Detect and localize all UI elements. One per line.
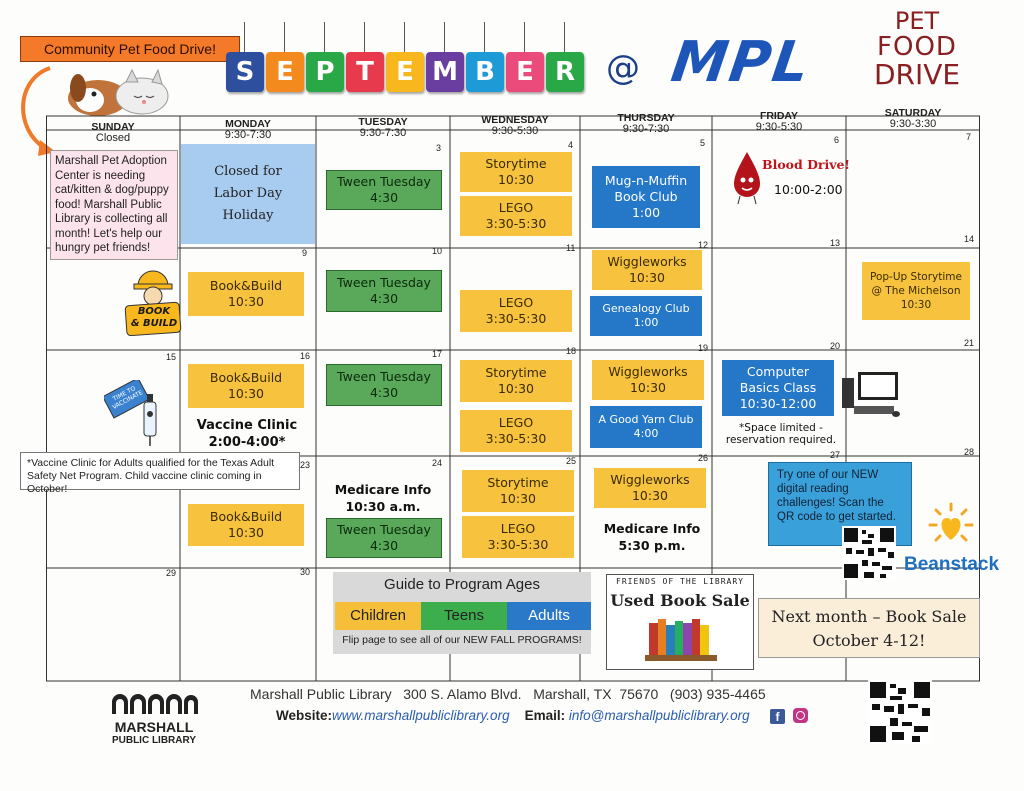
qr-code-icon[interactable]	[842, 526, 896, 580]
digital-reading-challenge-note: Try one of our NEW digital reading challenges! Scan the QR code to get started.	[768, 462, 912, 546]
date-number: 27	[830, 450, 841, 460]
books-icon	[645, 615, 717, 663]
date-number: 26	[698, 453, 709, 463]
friends-of-library-label: FRIENDS OF THE LIBRARY	[616, 577, 744, 586]
title-letter: B	[466, 52, 504, 92]
date-number: 21	[964, 338, 975, 348]
pop-up-storytime-event: Pop-Up Storytime @ The Michelson 10:30	[862, 262, 970, 320]
title-letter: S	[226, 52, 264, 92]
library-address: Marshall Public Library 300 S. Alamo Blvd. Marshall, TX 75670 (903) 935-4465	[250, 686, 766, 702]
logo-line1: MARSHALL	[114, 719, 194, 735]
medicare-info-thursday: Medicare Info 5:30 p.m.	[603, 521, 701, 553]
website-link[interactable]: www.marshallpubliclibrary.org	[332, 708, 510, 723]
computer-basics-class-event: Computer Basics Class 10:30-12:00	[722, 360, 834, 416]
book-and-build-event: Book&Build 10:30	[188, 364, 304, 408]
facebook-icon[interactable]: f	[770, 709, 785, 724]
book-and-build-event: Book&Build 10:30	[188, 272, 304, 316]
book-build-sign-line1: BOOK	[137, 306, 171, 317]
date-number: 10	[432, 246, 443, 256]
book-build-sign-line2: & BUILD	[130, 318, 178, 329]
lego-event: LEGO 3:30-5:30	[460, 410, 572, 452]
beanstack-label: Beanstack	[904, 554, 1000, 575]
day-header-saturday: SATURDAY 9:30-3:30	[884, 107, 942, 130]
guide-flip-note: Flip page to see all of our NEW FALL PROGRAMS!	[342, 634, 582, 646]
wiggleworks-event: Wiggleworks 10:30	[594, 468, 706, 508]
guide-teens: Teens	[421, 602, 507, 630]
date-number: 13	[830, 238, 841, 248]
lego-event: LEGO 3:30-5:30	[460, 196, 572, 236]
tween-tuesday-event: Tween Tuesday 4:30	[326, 364, 442, 406]
pet-adoption-note: Marshall Pet Adoption Center is needing cat/kitten & dog/puppy food! Marshall Public Library is collecting all month! Let's help our hungry pet friends!	[50, 150, 178, 260]
space-limited-note: *Space limited - reservation required.	[725, 422, 837, 446]
mug-n-muffin-book-club-event: Mug-n-Muffin Book Club 1:00	[592, 166, 700, 228]
wiggleworks-event: Wiggleworks 10:30	[592, 250, 702, 290]
day-header-thursday: THURSDAY 9:30-7:30	[617, 112, 675, 135]
day-header-monday: MONDAY 9:30-7:30	[224, 118, 272, 141]
logo-line2: PUBLIC LIBRARY	[111, 735, 197, 746]
book-and-build-event: Book&Build 10:30	[188, 504, 304, 546]
lego-event: LEGO 3:30-5:30	[460, 290, 572, 332]
date-number: 15	[166, 352, 177, 362]
tween-tuesday-event: Tween Tuesday 4:30	[326, 270, 442, 312]
date-number: 9	[302, 248, 308, 258]
vaccine-footnote: *Vaccine Clinic for Adults qualified for the Texas Adult Safety Net Program. Child vaccine clinic coming in October!	[20, 452, 300, 490]
title-letter: E	[386, 52, 424, 92]
instagram-icon[interactable]	[793, 708, 808, 723]
pfd-line1: PET	[894, 7, 940, 35]
day-header-tuesday: TUESDAY 9:30-7:30	[358, 116, 408, 139]
book-build-sign-text	[128, 306, 180, 330]
email-link[interactable]: info@marshallpubliclibrary.org	[568, 708, 750, 723]
website-label: Website:	[276, 708, 333, 723]
title-letter: E	[266, 52, 304, 92]
date-number: 17	[432, 349, 443, 359]
tween-tuesday-event: Tween Tuesday 4:30	[326, 518, 442, 558]
date-number: 5	[700, 138, 706, 148]
date-number: 11	[566, 243, 576, 253]
storytime-event: Storytime 10:30	[462, 470, 574, 512]
computer-icon	[840, 370, 902, 420]
blood-drive-time: 10:00-2:00	[774, 182, 843, 197]
lego-event: LEGO 3:30-5:30	[462, 516, 574, 558]
labor-day-closed: Closed for Labor Day Holiday	[181, 144, 315, 244]
date-number: 24	[432, 458, 443, 468]
good-yarn-club-event: A Good Yarn Club 4:00	[590, 406, 702, 448]
title-letter: R	[546, 52, 584, 92]
date-number: 23	[300, 460, 311, 470]
date-number: 16	[300, 351, 311, 361]
september-title	[226, 16, 606, 106]
day-header-wednesday: WEDNESDAY 9:30-5:30	[481, 114, 549, 137]
title-letter: T	[346, 52, 384, 92]
date-number: 4	[568, 140, 574, 150]
used-book-sale-flyer	[606, 574, 754, 670]
title-letter: M	[426, 52, 464, 92]
guide-adults: Adults	[507, 602, 591, 630]
date-number: 7	[966, 132, 972, 142]
date-number: 19	[698, 343, 709, 353]
pfd-line2: FOOD	[877, 32, 957, 62]
library-arches-icon	[110, 694, 198, 714]
next-month-book-sale: Next month – Book Sale October 4-12!	[758, 598, 980, 658]
social-icons	[770, 706, 808, 726]
storytime-event: Storytime 10:30	[460, 152, 572, 192]
mpl-title: MPL	[667, 30, 816, 95]
pet-food-drive-logo	[862, 8, 972, 102]
guide-children: Children	[335, 602, 421, 630]
date-number: 29	[166, 568, 177, 578]
email-label: Email:	[524, 708, 566, 723]
date-number: 6	[834, 135, 840, 145]
date-number: 12	[698, 240, 709, 250]
date-number: 28	[964, 447, 975, 457]
library-contact	[276, 708, 750, 723]
pet-food-drive-banner: Community Pet Food Drive!	[20, 36, 240, 62]
title-letter: E	[506, 52, 544, 92]
date-number: 18	[566, 346, 577, 356]
date-number: 25	[566, 456, 577, 466]
storytime-event: Storytime 10:30	[460, 360, 572, 402]
date-number: 20	[830, 341, 841, 351]
tween-tuesday-event: Tween Tuesday 4:30	[326, 170, 442, 210]
date-number: 14	[964, 234, 975, 244]
blood-drive-label: Blood Drive!	[762, 157, 850, 172]
marshall-library-logo	[108, 694, 200, 750]
title-letter: P	[306, 52, 344, 92]
genealogy-club-event: Genealogy Club 1:00	[590, 296, 702, 336]
blood-drop-icon	[730, 150, 764, 206]
beanstack-logo-icon	[928, 502, 974, 548]
day-header-friday: FRIDAY 9:30-5:30	[755, 110, 803, 133]
guide-title: Guide to Program Ages	[384, 576, 540, 593]
wiggleworks-event: Wiggleworks 10:30	[592, 360, 704, 400]
pfd-line3: DRIVE	[873, 58, 961, 91]
vaccine-clinic-event: Vaccine Clinic 2:00-4:00*	[196, 418, 298, 450]
program-ages-guide	[333, 572, 591, 654]
date-number: 3	[436, 143, 442, 153]
at-symbol: @	[606, 48, 640, 88]
medicare-info-tuesday: Medicare Info 10:30 a.m.	[334, 482, 432, 514]
vaccine-sign-text: TIME TO VACCINATE	[111, 385, 145, 412]
day-header-sunday: SUNDAY Closed	[91, 121, 135, 144]
date-number: 30	[300, 567, 311, 577]
footer-qr-code-icon[interactable]	[868, 680, 932, 744]
used-book-sale-title: Used Book Sale	[610, 591, 750, 610]
